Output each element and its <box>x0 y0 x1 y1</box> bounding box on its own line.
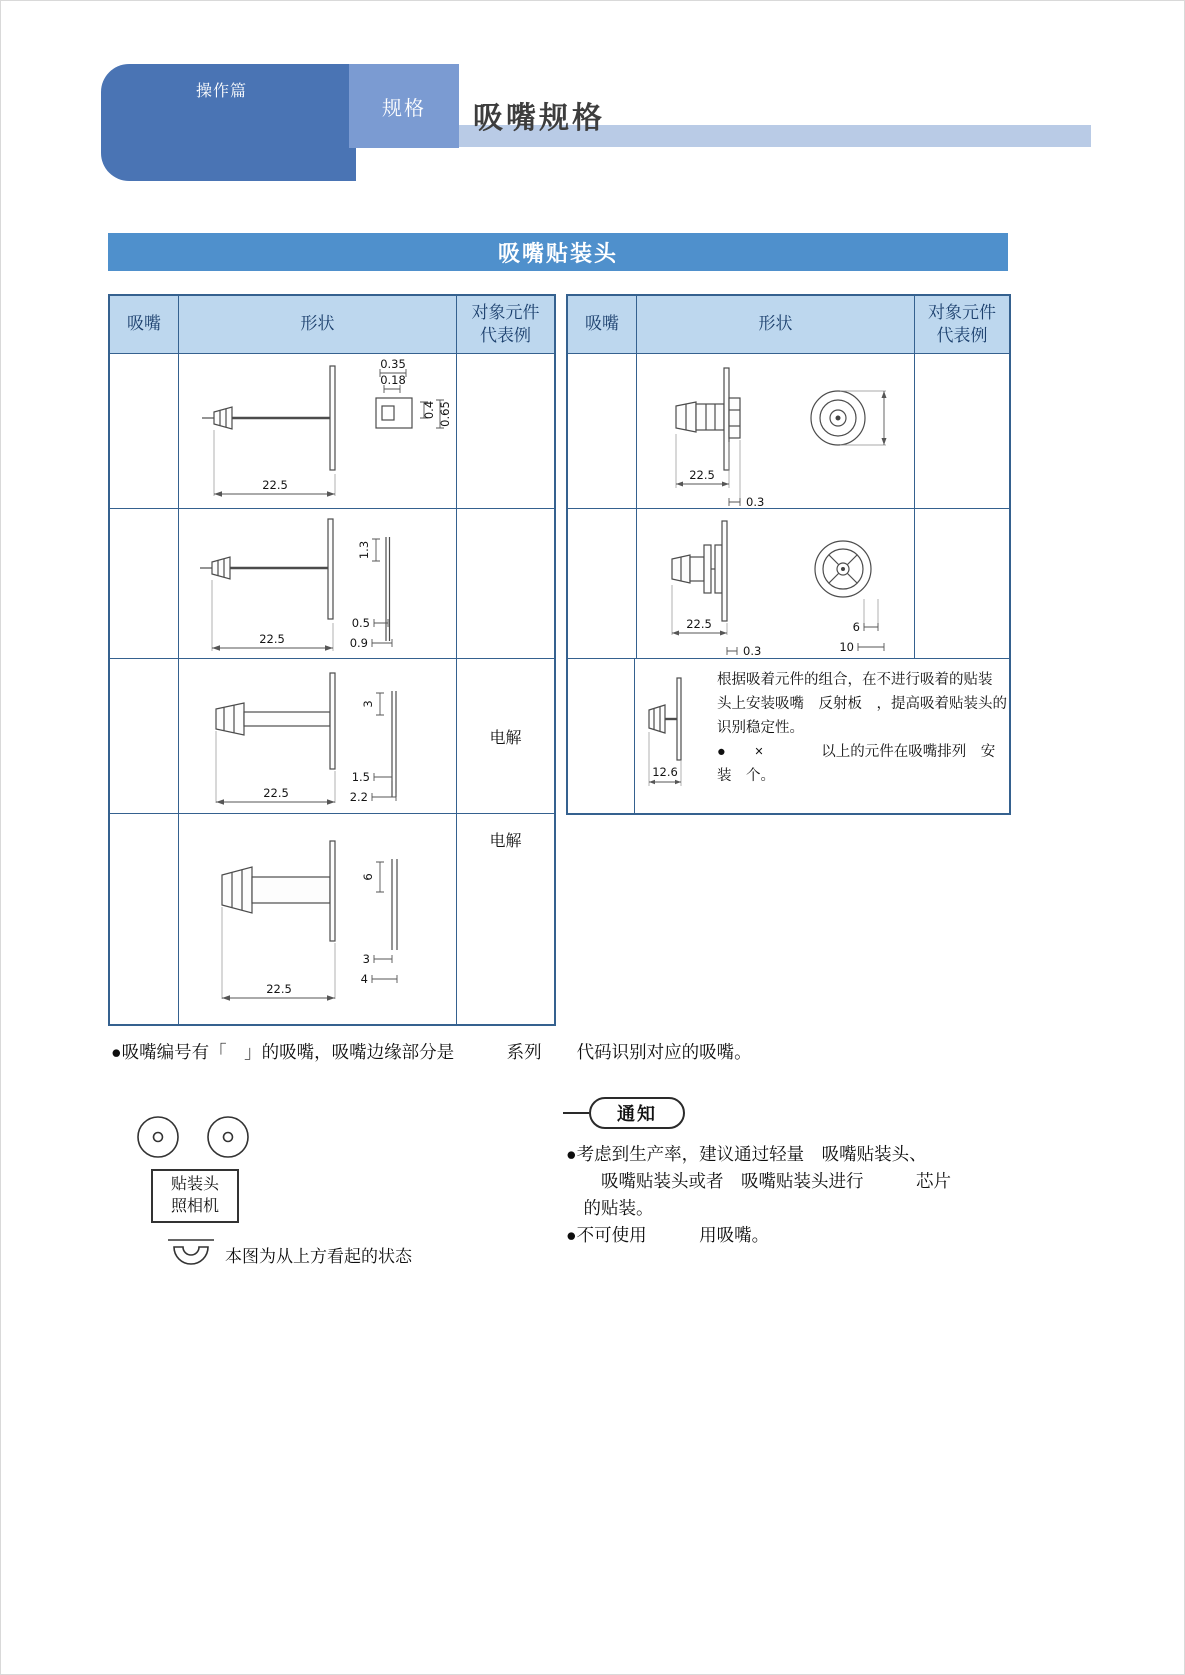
top-view-caption: 本图为从上方看起的状态 <box>225 1247 412 1266</box>
col-header-nozzle <box>568 296 636 353</box>
col-header-shape-label: 形状 <box>758 314 793 334</box>
shape-cell <box>636 354 914 508</box>
shape-cell <box>636 509 914 658</box>
dimension-label: 2.2 <box>349 790 368 804</box>
top-view-icon <box>163 1231 217 1271</box>
nozzle-drawing-side-view <box>180 511 456 657</box>
note-line: 根据吸着元件的组合，在不进行吸着的贴装 <box>717 672 993 688</box>
nozzle-drawing-side-view <box>180 817 456 1022</box>
col-header-target-line1: 对象元件 <box>471 302 540 322</box>
col-header-nozzle-label: 吸嘴 <box>127 314 161 334</box>
reflector-note-cell <box>634 659 1009 813</box>
dimension-label: 0.35 <box>379 357 406 371</box>
table-row <box>110 658 554 813</box>
notice-decoration-line <box>563 1112 589 1114</box>
note-line: 识别稳定性。 <box>717 720 804 736</box>
notice-line: ●不可使用 用吸嘴。 <box>566 1225 770 1245</box>
nozzle-number-cell <box>568 354 636 508</box>
table-header-row <box>568 296 1009 353</box>
dimension-label: 22.5 <box>685 616 712 631</box>
dimension-label: 22.5 <box>262 786 289 800</box>
header-banner <box>101 64 356 181</box>
nozzle-number-cell <box>110 354 178 508</box>
note-line: ● × 以上的元件在吸嘴排列 安 <box>717 744 996 760</box>
shape-cell <box>178 659 456 813</box>
col-header-target <box>456 296 554 353</box>
dimension-label: 0.4 <box>421 400 436 420</box>
nozzle-top-circles <box>129 1112 259 1162</box>
dimension-label: 1.5 <box>351 770 370 784</box>
dimension-label: 3 <box>362 951 370 966</box>
table-row <box>110 508 554 658</box>
table-row <box>568 353 1009 508</box>
nozzle-number-cell <box>568 659 634 813</box>
notice-line: 的贴装。 <box>566 1198 654 1218</box>
col-header-target-line2: 代表例 <box>480 325 531 345</box>
col-header-nozzle-label: 吸嘴 <box>585 314 619 334</box>
col-header-target <box>914 296 1009 353</box>
table-row <box>568 508 1009 658</box>
header-section-label: 操作篇 <box>196 83 248 100</box>
nozzle-number-cell <box>110 509 178 658</box>
col-header-shape-label: 形状 <box>300 314 335 334</box>
target-component-cell <box>456 509 554 658</box>
notice-line: ●考虑到生产率，建议通过轻量 吸嘴贴装头、 <box>566 1144 927 1164</box>
nozzle-drawing-side-front-view <box>638 356 914 506</box>
section-header <box>108 233 1008 271</box>
target-component-cell: 电解 <box>456 659 554 813</box>
nozzle-drawing-side-front-view <box>638 511 914 657</box>
footnote: ●吸嘴编号有「 」的吸嘴，吸嘴边缘部分是 系列 代码识别对应的吸嘴。 <box>111 1042 752 1062</box>
nozzle-drawing-side-view <box>180 356 456 506</box>
dimension-label: 22.5 <box>261 478 288 492</box>
shape-cell <box>178 354 456 508</box>
dimension-label: 0.5 <box>351 615 370 630</box>
reflector-note-text <box>717 664 1007 788</box>
nozzle-number-cell <box>110 659 178 813</box>
notice-badge <box>589 1097 685 1129</box>
dimension-label: 1.3 <box>356 540 371 559</box>
col-header-shape <box>178 296 456 353</box>
nozzle-table-left <box>108 294 556 1026</box>
notice-line: 吸嘴贴装头或者 吸嘴贴装头进行 芯片 <box>566 1171 951 1191</box>
dimension-label: 12.6 <box>652 765 678 779</box>
col-header-shape <box>636 296 914 353</box>
dimension-label: 22.5 <box>265 981 292 996</box>
target-component-cell <box>914 354 1009 508</box>
target-component-cell <box>914 509 1009 658</box>
nozzle-number-cell <box>568 509 636 658</box>
table-row <box>110 813 554 1024</box>
table-row-note <box>568 658 1009 813</box>
dimension-label: 0.18 <box>379 373 406 387</box>
col-header-target-line2: 代表例 <box>936 325 988 345</box>
head-camera-line1: 贴装头 <box>170 1176 219 1194</box>
header-tab-label: 规格 <box>382 97 426 120</box>
col-header-nozzle <box>110 296 178 353</box>
shape-cell <box>178 814 456 1024</box>
page-title: 吸嘴规格 <box>473 102 605 135</box>
dimension-label: 6 <box>360 872 375 881</box>
dimension-label: 0.9 <box>349 635 368 650</box>
table-header-row <box>110 296 554 353</box>
head-camera-line2: 照相机 <box>170 1198 219 1215</box>
notice-body <box>566 1141 951 1249</box>
target-component-cell: 电解 <box>456 814 554 1024</box>
nozzle-number-cell <box>110 814 178 1024</box>
nozzle-drawing-small <box>637 664 717 804</box>
dimension-label: 22.5 <box>688 468 715 482</box>
dimension-label: 6 <box>852 619 860 634</box>
section-header-label: 吸嘴贴装头 <box>497 240 618 266</box>
dimension-label: 0.3 <box>745 495 764 506</box>
nozzle-table-right <box>566 294 1011 815</box>
table-row <box>110 353 554 508</box>
dimension-label: 22.5 <box>258 631 285 646</box>
dimension-label: 0.3 <box>742 643 761 657</box>
header-tab <box>349 64 459 148</box>
notice-badge-label: 通知 <box>617 1104 657 1124</box>
target-component-cell <box>456 354 554 508</box>
dimension-label: 3 <box>360 700 375 708</box>
nozzle-drawing-side-view <box>180 661 456 811</box>
head-camera-box <box>151 1169 239 1223</box>
shape-cell <box>178 509 456 658</box>
col-header-target-line1: 对象元件 <box>928 302 996 322</box>
dimension-label: 0.65 <box>437 401 452 427</box>
dimension-label: 10 <box>838 639 854 654</box>
note-line: 装 个。 <box>717 768 775 784</box>
note-line: 头上安装吸嘴 反射板 ，提高吸着贴装头的 <box>717 696 1007 712</box>
dimension-label: 4 <box>360 971 368 986</box>
